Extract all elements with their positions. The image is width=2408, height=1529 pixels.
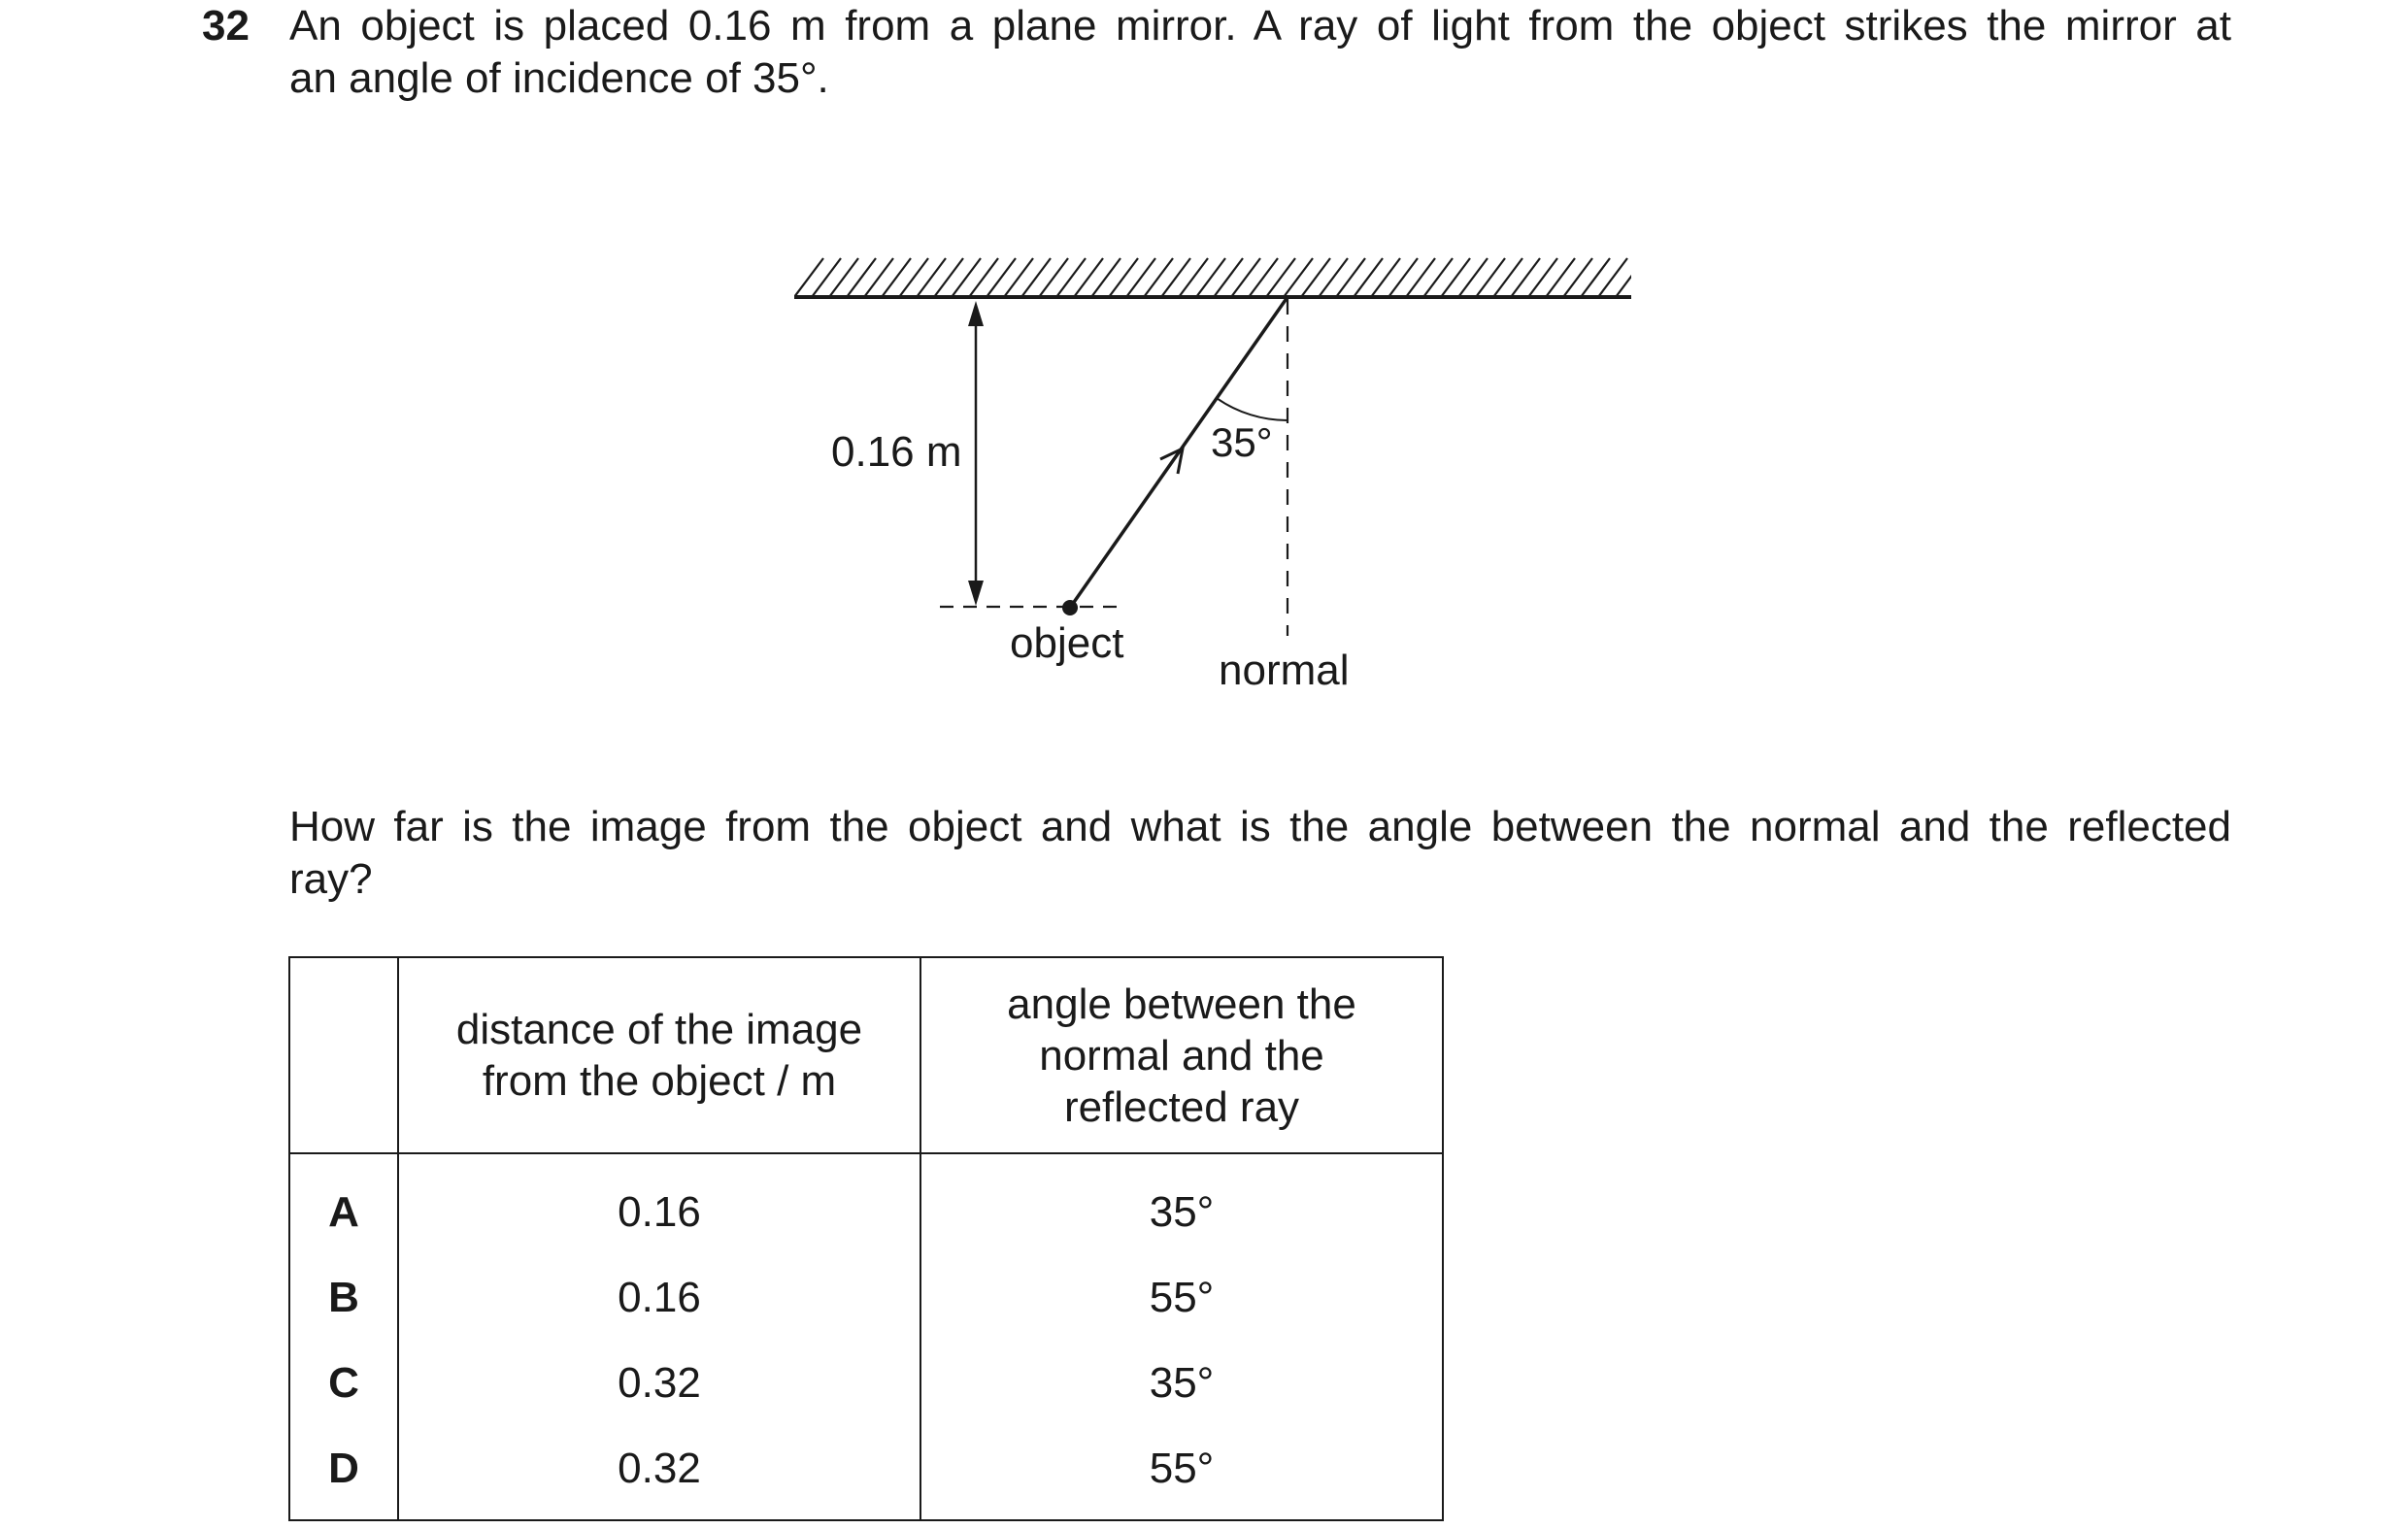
option-distance: 0.32 <box>398 1426 920 1520</box>
header-angle-line-3: reflected ray <box>1063 1082 1300 1131</box>
normal-label: normal <box>1219 647 1350 694</box>
hatch-line <box>987 258 1016 297</box>
angle-arc <box>1217 398 1288 420</box>
table-row <box>289 1426 1443 1520</box>
header-distance <box>398 957 920 1153</box>
question-number: 32 <box>202 2 250 50</box>
hatch-line <box>1301 258 1330 297</box>
hatch-line <box>1231 258 1260 297</box>
table-row <box>289 1341 1443 1426</box>
hatch-line <box>864 258 893 297</box>
hatch-line <box>1354 258 1383 297</box>
hatch-line <box>1581 258 1610 297</box>
hatch-line <box>1423 258 1453 297</box>
option-distance: 0.16 <box>398 1153 920 1255</box>
object-dot <box>1062 600 1078 615</box>
header-distance-line-2: from the object / m <box>482 1057 837 1105</box>
hatch-line <box>794 258 823 297</box>
hatch-line <box>1441 258 1470 297</box>
question-text-line-2: an angle of incidence of 35°. <box>289 54 829 102</box>
hatch-line <box>882 258 911 297</box>
header-angle <box>920 957 1443 1153</box>
hatch-line <box>934 258 963 297</box>
option-distance: 0.32 <box>398 1341 920 1426</box>
header-distance-line-1: distance of the image <box>455 1006 863 1053</box>
hatch-line <box>1616 258 1645 297</box>
mirror-hatching <box>794 258 1680 297</box>
option-angle: 55° <box>920 1255 1443 1341</box>
hatch-line <box>1021 258 1051 297</box>
hatch-line <box>917 258 946 297</box>
question-prompt <box>289 801 2231 906</box>
hatch-line <box>1458 258 1488 297</box>
hatch-line <box>1004 258 1033 297</box>
hatch-line <box>1336 258 1365 297</box>
hatch-line <box>1319 258 1348 297</box>
header-angle-line-2: normal and the <box>1039 1031 1324 1080</box>
question-prompt-line-1: How far is the image from the object and what is the angle between the normal and the reflected <box>289 803 2231 850</box>
question-prompt-line-2: ray? <box>289 855 373 903</box>
table-row <box>289 1255 1443 1341</box>
distance-arrow <box>968 301 984 606</box>
option-letter[interactable]: B <box>289 1255 398 1341</box>
hatch-line <box>1266 258 1295 297</box>
hatch-line <box>1388 258 1418 297</box>
object-label: object <box>1010 619 1124 667</box>
option-angle: 35° <box>920 1341 1443 1426</box>
answer-table <box>288 956 1444 1521</box>
distance-label: 0.16 m <box>831 428 962 476</box>
hatch-line <box>1056 258 1086 297</box>
hatch-line <box>812 258 841 297</box>
hatch-line <box>1214 258 1243 297</box>
hatch-line <box>969 258 998 297</box>
hatch-line <box>1126 258 1155 297</box>
option-letter[interactable]: A <box>289 1153 398 1255</box>
table-row <box>289 1153 1443 1255</box>
hatch-line <box>1371 258 1400 297</box>
hatch-line <box>1284 258 1313 297</box>
hatch-line <box>847 258 876 297</box>
hatch-line <box>1196 258 1225 297</box>
hatch-line <box>1144 258 1173 297</box>
angle-label: 35° <box>1211 419 1273 465</box>
hatch-line <box>1563 258 1592 297</box>
hatch-line <box>829 258 858 297</box>
hatch-line <box>1528 258 1557 297</box>
hatch-line <box>1091 258 1120 297</box>
hatch-line <box>1633 258 1662 297</box>
option-angle: 35° <box>920 1153 1443 1255</box>
hatch-line <box>1109 258 1138 297</box>
hatch-line <box>1493 258 1522 297</box>
hatch-line <box>1039 258 1068 297</box>
hatch-line <box>899 258 928 297</box>
option-letter[interactable]: C <box>289 1341 398 1426</box>
question-text-line-1: An object is placed 0.16 m from a plane mirror. A ray of light from the object strikes the mirror at <box>289 2 2231 50</box>
hatch-line <box>1249 258 1278 297</box>
table-header-row <box>289 957 1443 1153</box>
hatch-line <box>1651 258 1680 297</box>
hatch-line <box>1179 258 1208 297</box>
hatch-line <box>1511 258 1540 297</box>
hatch-line <box>1074 258 1103 297</box>
hatch-line <box>1161 258 1190 297</box>
option-angle: 55° <box>920 1426 1443 1520</box>
hatch-line <box>1598 258 1627 297</box>
hatch-line <box>1546 258 1575 297</box>
option-letter[interactable]: D <box>289 1426 398 1520</box>
header-angle-line-1: angle between the <box>1007 980 1356 1028</box>
option-distance: 0.16 <box>398 1255 920 1341</box>
header-letter <box>289 957 398 1153</box>
hatch-line <box>1406 258 1435 297</box>
hatch-line <box>952 258 981 297</box>
hatch-line <box>1476 258 1505 297</box>
